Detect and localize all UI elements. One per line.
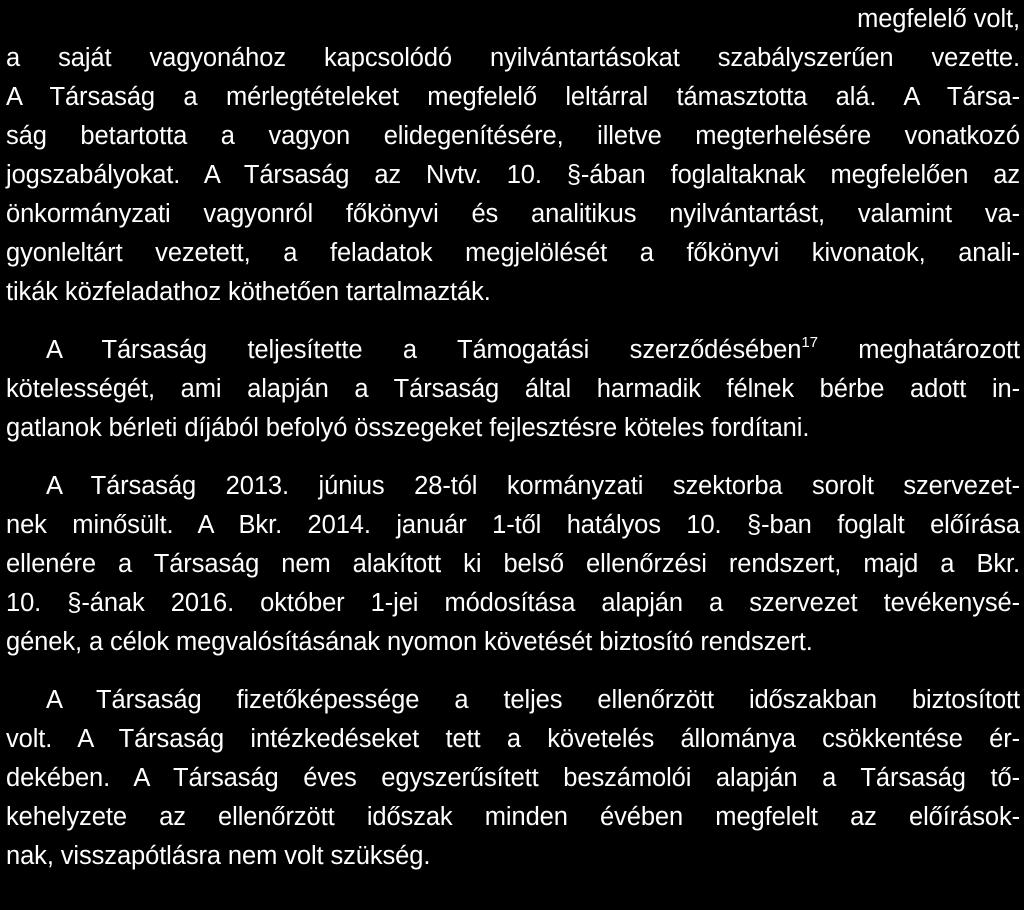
line-text: A Társaság teljesítette a Támogatási szerződésében (46, 336, 802, 364)
paragraph (6, 467, 1020, 662)
footnote-marker: 17 (801, 334, 818, 351)
text-line: a saját vagyonához kapcsolódó nyilvántartásokat szabályszerűen vezette. (6, 44, 1020, 72)
text-line: A Társaság a mérlegtételeket megfelelő leltárral támasztotta alá. A Társa- (6, 83, 1020, 111)
text-line: nek minősült. A Bkr. 2014. január 1-től hatályos 10. §-ban foglalt előírása (6, 511, 1020, 539)
text-line: kehelyzete az ellenőrzött időszak minden évében megfelelt az előírások- (6, 803, 1020, 831)
text-line: önkormányzati vagyonról főkönyvi és analitikus nyilvántartást, valamint va- (6, 200, 1020, 228)
text-line: 10. §-ának 2016. október 1-jei módosítása alapján a szervezet tevékenysé- (6, 589, 1020, 617)
text-line (6, 331, 1020, 370)
paragraph (6, 681, 1020, 876)
text-line: ság betartotta a vagyon elidegenítésére, illetve megterhelésére vonatkozó (6, 122, 1020, 150)
text-line: dekében. A Társaság éves egyszerűsített beszámolói alapján a Társaság tő- (6, 764, 1020, 792)
text-line: gatlanok bérleti díjából befolyó összegeket fejlesztésre köteles fordítani. (6, 414, 810, 442)
paragraph (6, 331, 1020, 448)
text-line: A Társaság 2013. június 28-tól kormányzati szektorba sorolt szervezet- (46, 472, 1020, 500)
text-line: A Társaság fizetőképessége a teljes ellenőrzött időszakban biztosított (46, 686, 1020, 714)
text-line: ellenére a Társaság nem alakított ki belső ellenőrzési rendszert, majd a Bkr. (6, 550, 1020, 578)
text-line: nak, visszapótlásra nem volt szükség. (6, 842, 431, 870)
text-line: jogszabályokat. A Társaság az Nvtv. 10. §-ában foglaltaknak megfelelően az (6, 161, 1020, 189)
line-text: meghatározott (817, 336, 1020, 364)
text-line: volt. A Társaság intézkedéseket tett a követelés állománya csökkentése ér- (6, 725, 1020, 753)
document-page (6, 0, 1020, 876)
paragraph (6, 0, 1020, 312)
text-line: tikák közfeladathoz köthetően tartalmazták. (6, 278, 491, 306)
text-line: kötelességét, ami alapján a Társaság által harmadik félnek bérbe adott in- (6, 375, 1020, 403)
text-line: gyonleltárt vezetett, a feladatok megjelölését a főkönyvi kivonatok, anali- (6, 239, 1020, 267)
text-line: megfelelő volt, (857, 5, 1020, 33)
text-line: gének, a célok megvalósításának nyomon követését biztosító rendszert. (6, 628, 813, 656)
